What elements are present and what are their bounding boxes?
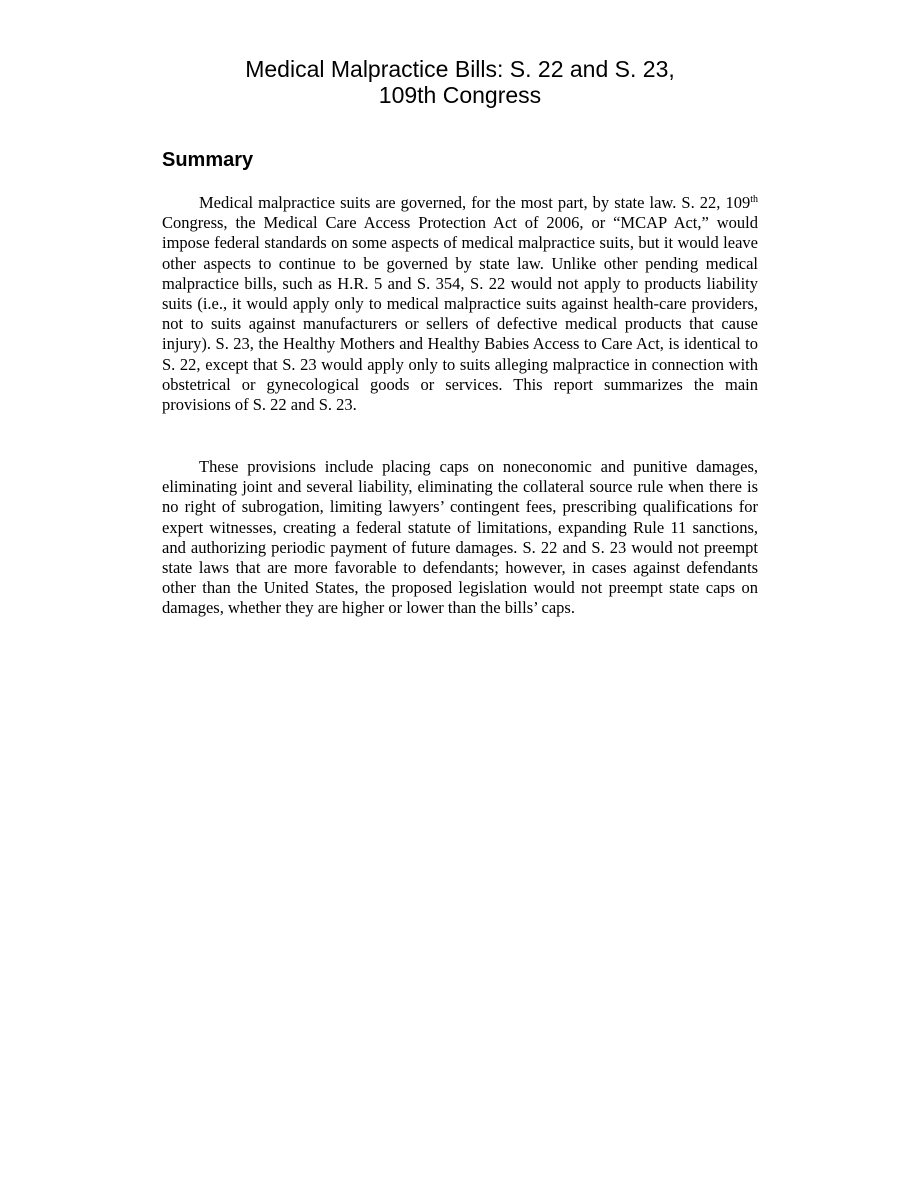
ordinal-superscript: th [750,194,758,205]
summary-paragraph-2: These provisions include placing caps on noneconomic and punitive damages, eliminating joint and several liability, eliminating the collateral source rule when there is no right of subrogation, limiting lawyers’ contingent fees, prescribing qualifications for expert witnesses, creating a federal statute of limitations, expanding Rule 11 sanctions, and authorizing periodic payment of future damages. S. 22 and S. 23 would not preempt state laws that are more favorable to defendants; however, in cases against defendants other than the United States, the proposed legislation would not preempt state caps on damages, whether they are higher or lower than the bills’ caps. [162,457,758,618]
summary-heading: Summary [162,149,254,171]
paragraph-1-text-end: Congress, the Medical Care Access Protection Act of 2006, or “MCAP Act,” would impose federal standards on some aspects of medical malpractice suits, but it would leave other aspects to continue to be governed by state law. Unlike other pending medical malpractice bills, such as H.R. 5 and S. 354, S. 22 would not apply to products liability suits (i.e., it would apply only to medical malpractice suits against health-care providers, not to suits against manufacturers or sellers of defective medical products that cause injury). S. 23, the Healthy Mothers and Healthy Babies Access to Care Act, is identical to S. 22, except that S. 23 would apply only to suits alleging malpractice in connection with obstetrical or gynecological goods or services. This report summarizes the main provisions of S. 22 and S. 23. [162,213,758,415]
summary-paragraph-1 [162,193,758,415]
paragraph-1-text-start: Medical malpractice suits are governed, for the most part, by state law. S. 22, 109 [199,193,751,212]
document-title-line-1: Medical Malpractice Bills: S. 22 and S. 23, [245,56,675,82]
document-title-line-2: 109th Congress [378,82,542,108]
